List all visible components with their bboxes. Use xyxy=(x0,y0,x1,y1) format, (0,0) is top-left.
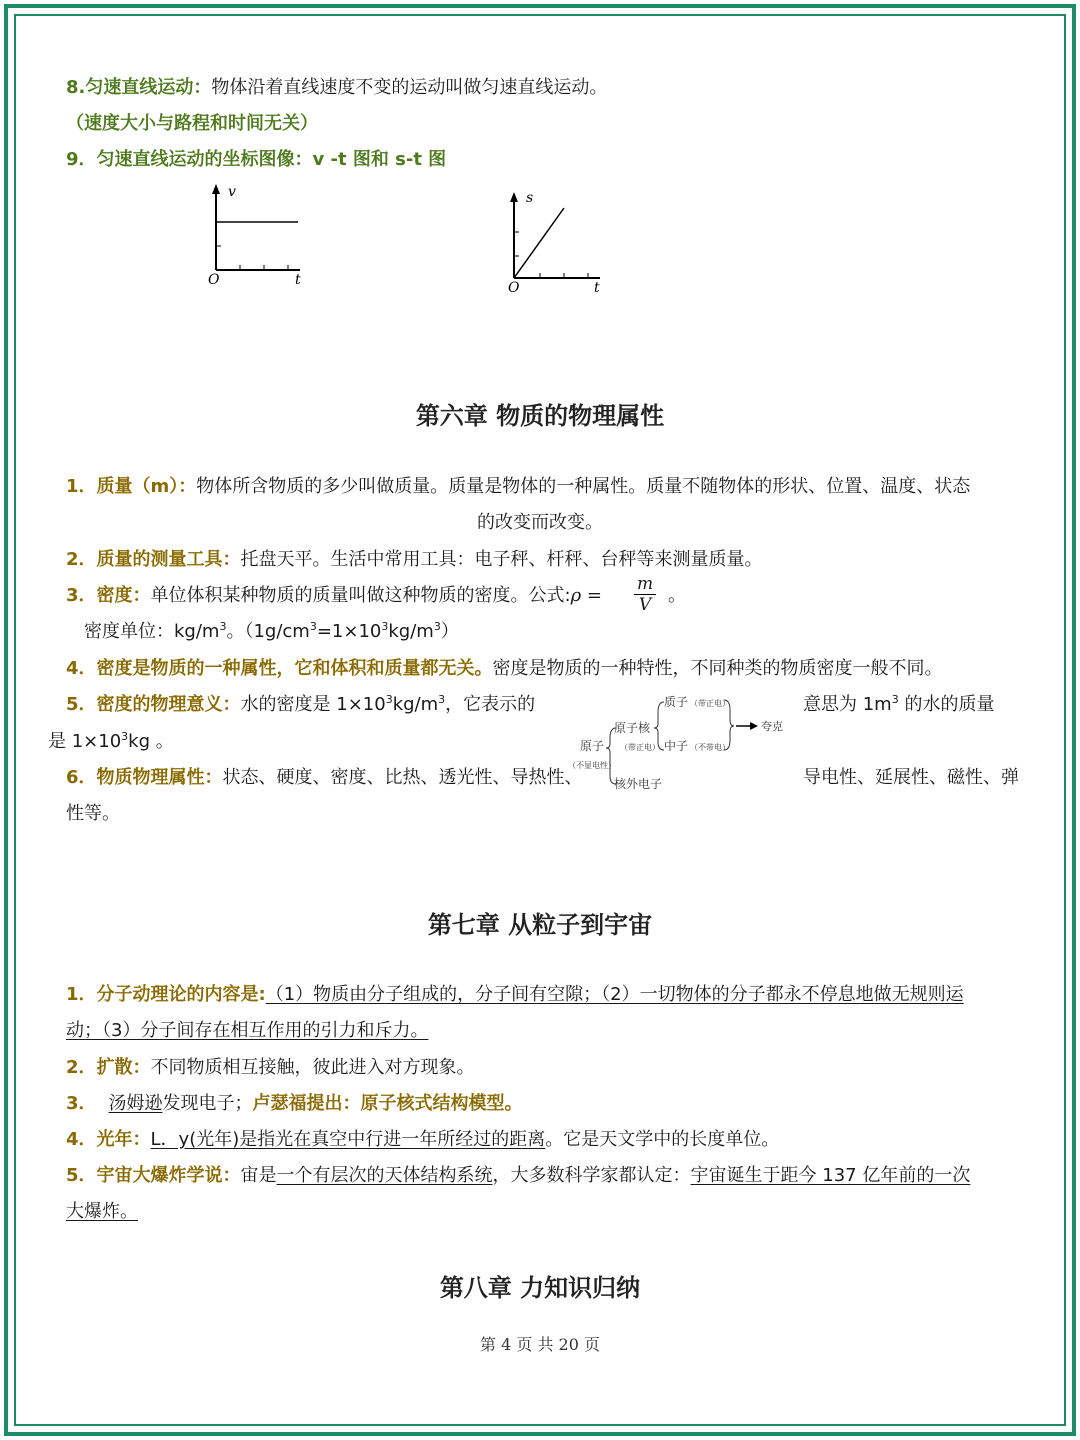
quark-arrowhead xyxy=(750,722,758,730)
ch6-item-4-heading: 4．密度是物质的一种属性，它和体积和质量都无关。 xyxy=(66,658,493,679)
ch7-item-2 xyxy=(66,1056,475,1080)
ch6-item-3-text: 单位体积某种物质的质量叫做这种物质的密度。公式: xyxy=(150,585,571,606)
chapter-7-title: 第七章 从粒子到宇宙 xyxy=(427,911,653,939)
ch6-item-6-text: 状态、硬度、密度、比热、透光性、导热性、 xyxy=(222,767,583,788)
ch7-item-1-heading: 1．分子动理论的内容是: xyxy=(66,984,266,1005)
ch7-item-5-continuation: 大爆炸。 xyxy=(66,1201,138,1222)
ch6-item-1-text: 物体所含物质的多少叫做质量。质量是物体的一种属性。质量不随物体的形状、位置、温度、状态 xyxy=(196,476,971,497)
st-y-arrow xyxy=(510,192,518,202)
vt-y-label: v xyxy=(228,184,236,200)
st-origin-label: O xyxy=(508,280,520,296)
vt-origin-label: O xyxy=(208,272,220,288)
ch6-item-3-heading: 3．密度： xyxy=(66,585,151,606)
electron-label: 核外电子 xyxy=(614,777,663,791)
ch6-item-3-end: 。 xyxy=(668,585,686,606)
st-distance-line xyxy=(514,208,564,278)
proton-label: 质子 xyxy=(664,695,689,709)
ch6-item-1-continuation: 的改变而改变。 xyxy=(477,512,603,533)
chapter-6-title: 第六章 物质的物理属性 xyxy=(415,402,665,430)
ch6-item-1-heading: 1．质量（m）： xyxy=(66,476,197,497)
page-footer: 第 4 页 共 20 页 xyxy=(480,1335,600,1354)
st-y-label: s xyxy=(526,190,534,206)
ch7-item-2-text: 不同物质相互接触，彼此进入对方现象。 xyxy=(150,1057,475,1078)
ch7-item-4-text: L．y(光年)是指光在真空中行进一年所经过的距离 xyxy=(150,1129,546,1150)
atom-brace xyxy=(606,728,616,784)
ch7-item-4-heading: 4．光年： xyxy=(66,1129,151,1150)
ch6-item-2 xyxy=(66,548,763,572)
ch6-item-6-right: 导电性、延展性、磁性、弹 xyxy=(803,767,1019,788)
ch6-item-5: 5．密度的物理意义：水的密度是 $1\times 10^3kg/m^3$，它表示的 xyxy=(66,693,536,715)
ch7-item-1-text: （1）物质由分子组成的，分子间有空隙；（2）一切物体的分子都永不停息地做无规则运 xyxy=(265,984,964,1005)
ch7-item-5-heading: 5．宇宙大爆炸学说： xyxy=(66,1165,241,1186)
st-x-label: t xyxy=(594,280,600,296)
ch7-item-1 xyxy=(66,977,1016,1049)
atom-note: （不显电性） xyxy=(568,761,616,770)
atom-structure-diagram xyxy=(564,690,790,796)
ch6-item-6 xyxy=(66,766,583,790)
item-8-note: （速度大小与路程和时间无关） xyxy=(66,113,318,134)
density-symbol: ρ = xyxy=(570,585,602,606)
fraction-numerator: m xyxy=(636,574,654,594)
ch7-item-4 xyxy=(66,1128,779,1152)
ch6-item-2-text: 托盘天平。生活中常用工具：电子秤、杆秤、台秤等来测量质量。 xyxy=(240,549,763,570)
neutron-label: 中子 xyxy=(664,739,689,753)
ch7-item-1-continuation: 动；（3）分子间存在相互作用的引力和斥力。 xyxy=(66,1020,429,1041)
item-8-text: 物体沿着直线速度不变的运动叫做匀速直线运动。 xyxy=(211,77,608,98)
ch7-item-2-heading: 2．扩散： xyxy=(66,1057,151,1078)
st-graph xyxy=(500,186,620,296)
ch7-item-3-text: 发现电子； xyxy=(162,1093,253,1114)
ch6-item-6-heading: 6．物质物理属性： xyxy=(66,767,223,788)
ch6-item-3 xyxy=(66,584,602,608)
ch6-item-6-line2: 性等。 xyxy=(66,803,120,824)
vt-x-label: t xyxy=(295,272,301,288)
nucleus-label: 原子核 xyxy=(614,721,651,735)
chapter-8-title: 第八章 力知识归纳 xyxy=(439,1274,641,1302)
ch6-item-4-text: 密度是物质的一种特性，不同种类的物质密度一般不同。 xyxy=(492,658,943,679)
ch7-item-3 xyxy=(66,1092,523,1116)
item-8-uniform-motion xyxy=(66,76,607,100)
ch7-item-5: 5．宇宙大爆炸学说：宙是一个有层次的天体结构系统，大多数科学家都认定：宇宙诞生于距今 137 亿年前的一次 大爆炸。 xyxy=(66,1165,971,1222)
item-8-heading: 8.匀速直线运动： xyxy=(66,77,212,98)
density-unit-line: 密度单位：$kg/m^3$。$(1g/cm^3=1\times 10^3kg/m^3)$ xyxy=(84,620,459,642)
ch7-item-4-end: 。它是天文学中的长度单位。 xyxy=(545,1129,780,1150)
ch6-item-5-right: 意思为 $1m^3$ 的水的质量 xyxy=(803,693,995,715)
item-9-heading: 9．匀速直线运动的坐标图像：v -t 图和 s-t 图 xyxy=(66,149,447,170)
ch6-item-5-line2: 是 $1\times 10^3kg$ 。 xyxy=(48,730,174,752)
atom-label: 原子 xyxy=(580,739,605,753)
vt-y-arrow xyxy=(212,184,220,194)
neutron-note: （不带电） xyxy=(690,743,730,752)
density-fraction xyxy=(630,574,660,612)
proton-note: （带正电） xyxy=(690,699,730,708)
fraction-denominator: V xyxy=(634,594,656,612)
rutherford-model: 卢瑟福提出：原子核式结构模型。 xyxy=(252,1093,523,1114)
quark-label: 夸克 xyxy=(761,720,783,733)
ch6-item-5-heading: 5．密度的物理意义： xyxy=(66,694,241,715)
ch7-item-3-number: 3． xyxy=(66,1093,97,1114)
thomson-name: 汤姆逊 xyxy=(108,1093,163,1114)
nucleus-note: （带正电） xyxy=(620,743,660,752)
ch6-item-2-heading: 2．质量的测量工具： xyxy=(66,549,241,570)
ch6-item-1 xyxy=(66,475,970,499)
vt-graph xyxy=(200,180,320,290)
ch6-item-4 xyxy=(66,657,943,681)
